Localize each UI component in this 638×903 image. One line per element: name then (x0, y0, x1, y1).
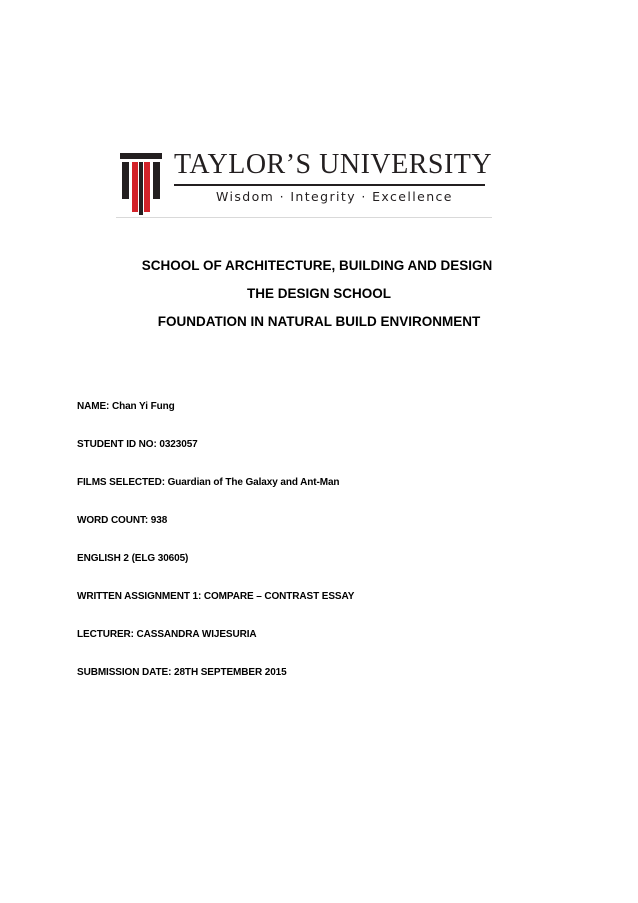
school-heading: SCHOOL OF ARCHITECTURE, BUILDING AND DESIGN (141, 258, 493, 273)
submission-date: SUBMISSION DATE: 28TH SEPTEMBER 2015 (77, 667, 287, 678)
logo-underline (116, 217, 492, 218)
student-name: NAME: Chan Yi Fung (77, 401, 175, 412)
student-id: STUDENT ID NO: 0323057 (77, 439, 198, 450)
films-selected: FILMS SELECTED: Guardian of The Galaxy and Ant-Man (77, 477, 340, 488)
foundation-heading: FOUNDATION IN NATURAL BUILD ENVIRONMENT (157, 314, 481, 329)
lecturer-name: LECTURER: CASSANDRA WIJESURIA (77, 629, 257, 640)
word-count: WORD COUNT: 938 (77, 515, 168, 526)
university-name: TAYLOR’S UNIVERSITY (174, 149, 493, 180)
design-school-heading: THE DESIGN SCHOOL (246, 286, 391, 301)
university-crest-icon (120, 153, 162, 215)
university-tagline: Wisdom · Integrity · Excellence (216, 189, 453, 204)
university-logo (116, 147, 492, 219)
logo-divider (174, 184, 485, 186)
course-code: ENGLISH 2 (ELG 30605) (77, 553, 189, 564)
assignment-title: WRITTEN ASSIGNMENT 1: COMPARE – CONTRAST ESSAY (77, 591, 355, 602)
